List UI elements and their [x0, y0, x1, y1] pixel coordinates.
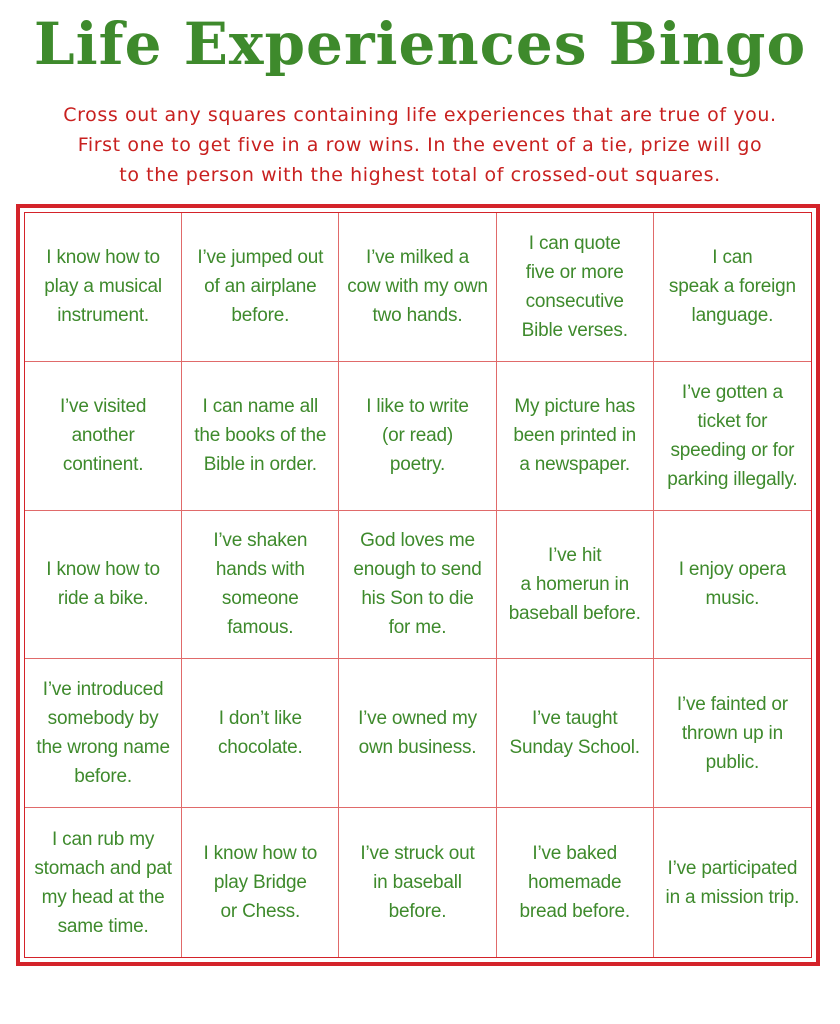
bingo-cell-r3-c1[interactable] — [25, 511, 182, 660]
bingo-cell-text: I can quote five or more consecutive Bible verses. — [521, 232, 628, 341]
bingo-cell-text: I can rub my stomach and pat my head at the same time. — [34, 828, 172, 937]
bingo-cell-text: I’ve struck out in baseball before. — [360, 843, 475, 923]
bingo-cell-r1-c5[interactable] — [654, 213, 811, 362]
bingo-cell-r3-c5[interactable] — [654, 511, 811, 660]
bingo-cell-r1-c2[interactable] — [182, 213, 339, 362]
bingo-cell-text: I’ve introduced somebody by the wrong name before. — [36, 679, 170, 788]
bingo-cell-r2-c5[interactable] — [654, 362, 811, 511]
bingo-cell-r4-c1[interactable] — [25, 659, 182, 808]
bingo-cell-text: I’ve gotten a ticket for speeding or for parking illegally. — [667, 381, 798, 490]
bingo-cell-r4-c4[interactable] — [497, 659, 654, 808]
bingo-cell-text: I like to write (or read) poetry. — [366, 396, 469, 476]
bingo-cell-r4-c5[interactable] — [654, 659, 811, 808]
bingo-cell-text: My picture has been printed in a newspaper. — [513, 396, 637, 476]
bingo-cell-text: I can speak a foreign language. — [668, 247, 796, 327]
bingo-cell-r3-c2[interactable] — [182, 511, 339, 660]
bingo-cell-r5-c4[interactable] — [497, 808, 654, 957]
bingo-cell-text: I’ve milked a cow with my own two hands. — [347, 247, 488, 327]
bingo-cell-text: I don’t like chocolate. — [217, 708, 303, 759]
bingo-cell-r1-c3[interactable] — [339, 213, 496, 362]
bingo-cell-r5-c5[interactable] — [654, 808, 811, 957]
bingo-cell-text: I know how to play Bridge or Chess. — [203, 843, 318, 923]
bingo-cell-text: I enjoy opera music. — [678, 559, 787, 610]
bingo-cell-r4-c3[interactable] — [339, 659, 496, 808]
instructions-line-3: to the person with the highest total of crossed-out squares. — [119, 164, 721, 186]
bingo-cell-r2-c2[interactable] — [182, 362, 339, 511]
bingo-cell-r3-c4[interactable] — [497, 511, 654, 660]
bingo-cell-r4-c2[interactable] — [182, 659, 339, 808]
bingo-cell-r3-c3[interactable] — [339, 511, 496, 660]
instructions-line-2: First one to get five in a row wins. In the event of a tie, prize will go — [77, 134, 763, 156]
bingo-cell-text: God loves me enough to send his Son to die for me. — [353, 530, 482, 639]
bingo-cell-text: I’ve baked homemade bread before. — [519, 843, 630, 923]
bingo-cell-text: I’ve owned my own business. — [358, 708, 477, 759]
bingo-cell-text: I know how to play a musical instrument. — [44, 247, 162, 327]
bingo-cell-r1-c1[interactable] — [25, 213, 182, 362]
bingo-cell-text: I’ve jumped out of an airplane before. — [197, 247, 324, 327]
bingo-cell-r1-c4[interactable] — [497, 213, 654, 362]
bingo-cell-text: I’ve shaken hands with someone famous. — [213, 530, 308, 639]
bingo-cell-r5-c3[interactable] — [339, 808, 496, 957]
instructions-line-1: Cross out any squares containing life experiences that are true of you. — [63, 104, 777, 126]
bingo-cell-text: I’ve taught Sunday School. — [509, 708, 640, 759]
bingo-cell-text: I’ve participated in a mission trip. — [665, 857, 800, 908]
bingo-cell-text: I’ve visited another continent. — [59, 396, 147, 476]
bingo-cell-r5-c2[interactable] — [182, 808, 339, 957]
bingo-cell-text: I’ve fainted or thrown up in public. — [676, 693, 788, 773]
instructions — [30, 100, 810, 190]
bingo-cell-text: I can name all the books of the Bible in order. — [194, 396, 327, 476]
bingo-grid — [24, 212, 812, 958]
bingo-cell-r5-c1[interactable] — [25, 808, 182, 957]
bingo-cell-text: I’ve hit a homerun in baseball before. — [508, 544, 641, 624]
bingo-board — [16, 204, 820, 966]
bingo-cell-r2-c4[interactable] — [497, 362, 654, 511]
page-title: Life Experiences Bingo — [33, 10, 807, 78]
bingo-cell-r2-c3[interactable] — [339, 362, 496, 511]
bingo-cell-r2-c1[interactable] — [25, 362, 182, 511]
bingo-cell-text: I know how to ride a bike. — [46, 559, 160, 610]
